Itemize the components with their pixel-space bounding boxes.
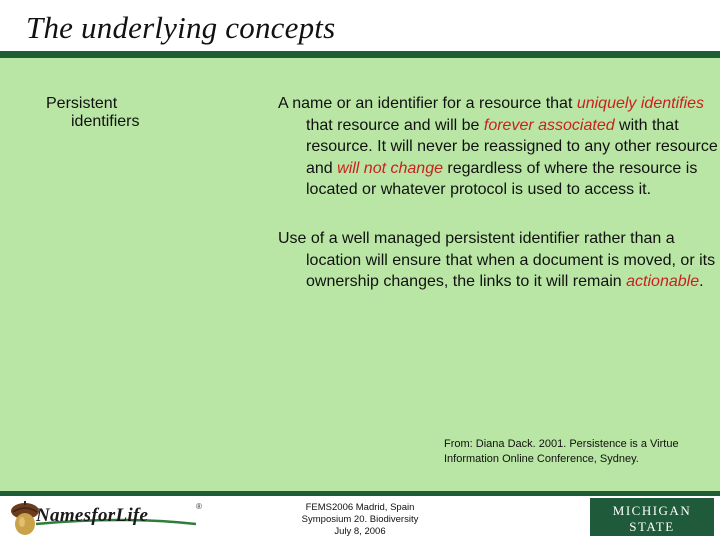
conference-line-3: July 8, 2006 [334,526,386,537]
msu-logo-line-2: UNIVERSITY [592,540,712,551]
def2-text-2: . [699,273,704,290]
citation-line-2: Information Online Conference, Sydney. [444,453,639,465]
def1-text-3: with that resource. It will never be reassigned to any other resource and [306,116,718,177]
def2-highlight-actionable: actionable [626,273,700,290]
top-divider-bar [0,51,720,58]
conference-line-2: Symposium 20. Biodiversity [301,514,419,525]
namesforlife-logo-text: NamesforLife [36,505,149,526]
definition-paragraph-2 [278,228,718,293]
michigan-state-logo [590,498,714,551]
bottom-divider-bar [0,491,720,496]
def1-highlight-will-not-change: will not change [337,159,443,177]
def2-text-1: Use of a well managed persistent identifier rather than a location will ensure that when a document is moved, or its ownership changes, the links to it will remain [278,230,716,290]
def1-text-1: A name or an identifier for a resource that [278,95,577,112]
def1-highlight-forever-associated: forever associated [483,116,615,134]
term-label [46,95,139,131]
msu-logo-divider [598,537,706,538]
slide-title: The underlying concepts [26,10,336,45]
term-line-1: Persistent [46,95,118,112]
conference-info [290,502,430,538]
citation-line-1: From: Diana Dack. 2001. Persistence is a Virtue [444,438,679,450]
term-line-2: identifiers [71,113,140,130]
def1-highlight-uniquely-identifies: uniquely identifies [576,95,705,112]
msu-logo-line-1: MICHIGAN STATE [612,503,692,534]
def1-text-2: that resource and will be [306,116,484,134]
citation [444,437,714,467]
def1-text-4: regardless of where the resource is located or whatever protocol is used to access it. [306,159,698,198]
registered-mark: ® [196,502,202,511]
definition-paragraph-1 [278,93,718,201]
conference-line-1: FEMS2006 Madrid, Spain [305,502,415,513]
